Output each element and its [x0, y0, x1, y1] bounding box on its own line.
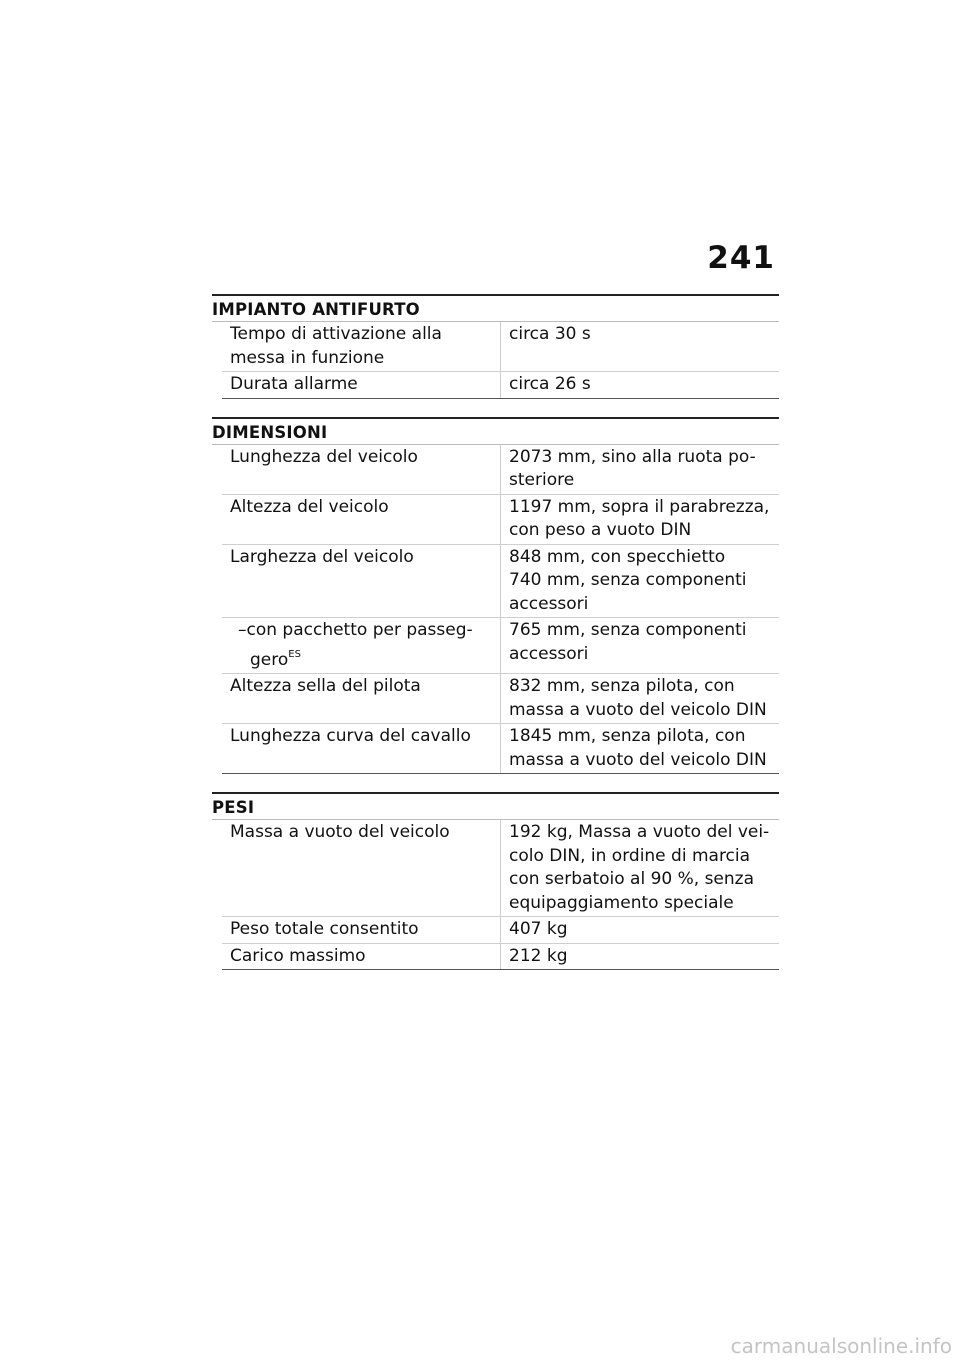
table-row — [222, 723, 779, 773]
row-value: 212 kg — [509, 945, 568, 966]
table-row — [222, 673, 779, 723]
row-value: 407 kg — [509, 919, 568, 939]
section-title: IMPIANTO ANTIFURTO — [212, 294, 779, 322]
row-value: 848 mm, con specchietto 740 mm, senza componenti accessori — [509, 546, 747, 614]
row-value: 192 kg, Massa a vuoto del vei- colo DIN, in ordine di marcia con serbatoio al 90 %, senza equipaggiamento speciale — [509, 822, 770, 913]
table-row — [222, 371, 779, 398]
table-row — [222, 916, 779, 943]
table-row — [222, 445, 779, 494]
row-label: Larghezza del veicolo — [222, 545, 501, 618]
equipment-superscript: ES — [288, 648, 301, 660]
spec-table — [222, 445, 779, 775]
dash-prefix: – — [238, 620, 247, 640]
row-label: Tempo di attivazione alla messa in funzione — [222, 322, 501, 371]
spec-table — [222, 322, 779, 399]
table-row — [222, 943, 779, 970]
row-value: circa 26 s — [509, 374, 591, 394]
table-row — [222, 322, 779, 371]
row-label: Peso totale consentito — [222, 917, 501, 943]
row-value: 765 mm, senza componenti accessori — [509, 620, 747, 664]
row-value: 832 mm, senza pilota, con massa a vuoto del veicolo DIN — [509, 676, 767, 720]
row-value: 2073 mm, sino alla ruota po- steriore — [509, 446, 756, 490]
row-label: Durata allarme — [222, 372, 501, 398]
table-row — [222, 544, 779, 618]
table-row — [222, 617, 779, 673]
row-label: Altezza sella del pilota — [222, 674, 501, 723]
table-row — [222, 820, 779, 916]
row-value: circa 30 s — [509, 324, 591, 344]
section-antitheft — [212, 294, 779, 399]
section-title: DIMENSIONI — [212, 417, 779, 445]
spec-content — [212, 294, 779, 988]
row-label: –con pacchetto per passeg- gero$^{ES}$ — [222, 618, 501, 673]
table-row — [222, 494, 779, 544]
row-value: 1197 mm, sopra il parabrezza, con peso a vuoto DIN — [509, 496, 770, 540]
row-label: Lunghezza del veicolo — [222, 445, 501, 494]
row-value: 1845 mm, senza pilota, con massa a vuoto del veicolo DIN — [509, 726, 767, 770]
section-title: PESI — [212, 792, 779, 820]
row-label: Lunghezza curva del cavallo — [222, 724, 501, 773]
page-number: 241 — [707, 240, 775, 276]
watermark[interactable]: carmanualsonline.info — [730, 1334, 952, 1358]
row-label: Massa a vuoto del veicolo — [222, 820, 501, 916]
spec-table — [222, 820, 779, 970]
row-label: Altezza del veicolo — [222, 495, 501, 544]
section-weights — [212, 792, 779, 970]
section-dimensions — [212, 417, 779, 775]
row-label: Carico massimo — [222, 944, 501, 970]
